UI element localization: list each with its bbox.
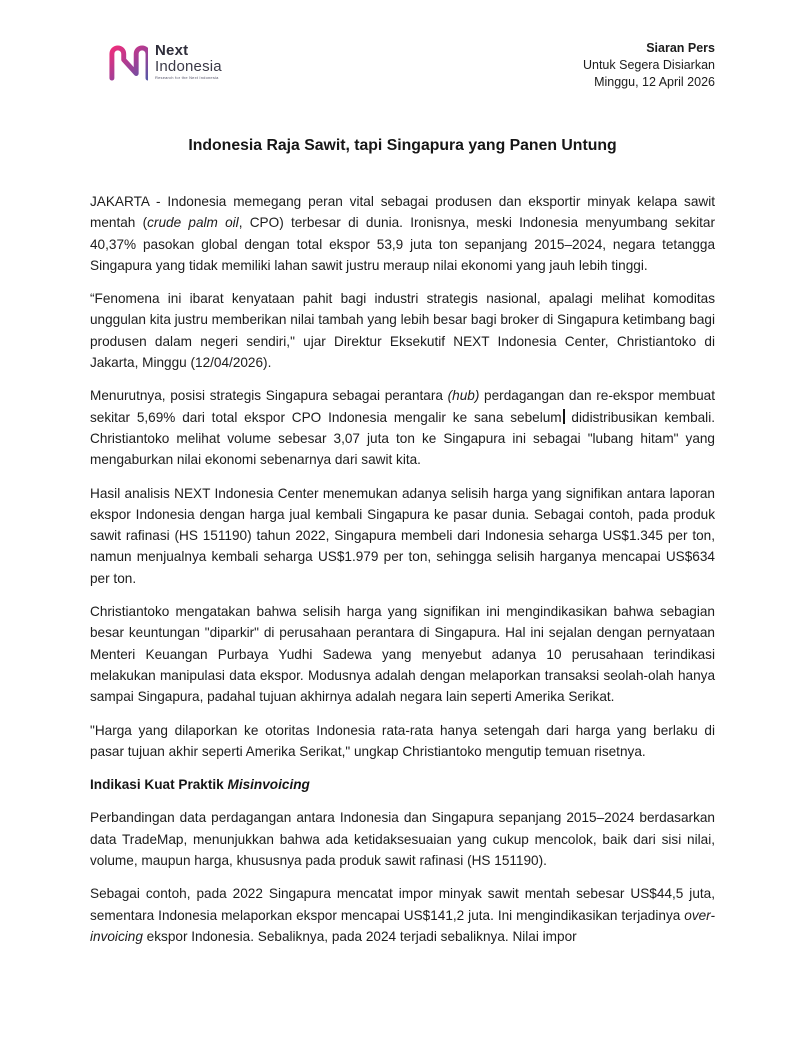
paragraph-3	[90, 385, 715, 470]
page-header	[0, 0, 805, 91]
text-segment: didistribusikan kembali. Christiantoko melihat volume sebesar 3,07 juta ton ke Singapura ini sebagai "lubang hitam" yang mengaburkan nilai ekonomi sebenarnya dari sawit kita.	[90, 409, 716, 468]
text-segment: Misinvoicing	[227, 777, 310, 793]
section-heading	[90, 774, 715, 795]
text-segment: Indikasi Kuat Praktik	[90, 777, 228, 793]
text-segment: “Fenomena ini ibarat kenyataan pahit bagi industri strategis nasional, apalagi melihat komoditas unggulan kita justru memberikan nilai tambah yang lebih besar bagi broker di Singapura ketimbang bagi produsen dalam negeri sendiri," ujar Direktur Eksekutif NEXT Indonesia Center, Christiantoko di Jakarta, Minggu (12/04/2026).	[90, 291, 715, 371]
paragraph-8	[90, 807, 715, 871]
document-body	[90, 191, 715, 947]
paragraph-4	[90, 483, 715, 589]
text-segment: , CPO) terbesar di dunia. Ironisnya, meski Indonesia menyumbang sekitar 40,37% pasokan global dengan total ekspor 53,9 juta ton sepanjang 2015–2024, negara tetangga Singapura yang tidak memiliki lahan sawit justru meraup nilai ekonomi yang jauh lebih tinggi.	[90, 215, 715, 273]
press-release-date: Minggu, 12 April 2026	[594, 75, 715, 89]
paragraph-9	[90, 883, 715, 947]
press-release-note: Untuk Segera Disiarkan	[582, 58, 715, 72]
logo-tagline: Research for the Next Indonesia	[155, 75, 219, 80]
logo-brand-line2: Indonesia	[155, 58, 222, 75]
logo-text	[155, 40, 222, 80]
text-segment: ekspor Indonesia. Sebaliknya, pada 2024 terjadi sebaliknya. Nilai impor	[142, 928, 577, 944]
logo-n-mark-icon	[106, 40, 148, 86]
text-segment: Christiantoko mengatakan bahwa selisih harga yang signifikan ini mengindikasikan bahwa sebagian besar keuntungan "diparkir" di perusahaan perantara di Singapura. Hal ini sejalan dengan pernyataan Menteri Keuangan Purbaya Yudhi Sadewa yang menyebut adanya 10 perusahaan terindikasi melakukan manipulasi data ekspor. Modusnya adalah dengan melaporkan transaksi seolah-olah hanya sampai Singapura, padahal tujuan akhirnya adalah negara lain seperti Amerika Serikat.	[90, 604, 715, 705]
text-segment: over-invoicing	[90, 907, 715, 944]
text-segment: "Harga yang dilaporkan ke otoritas Indonesia rata-rata hanya setengah dari harga yang berlaku di pasar tujuan akhir seperti Amerika Serikat," ungkap Christiantoko mengutip temuan risetnya.	[90, 722, 715, 759]
document-title: Indonesia Raja Sawit, tapi Singapura yang Panen Untung	[188, 137, 617, 154]
text-segment: crude palm oil	[147, 215, 239, 231]
text-segment: Hasil analisis NEXT Indonesia Center menemukan adanya selisih harga yang signifikan antara laporan ekspor Indonesia dengan harga jual kembali Singapura ke pasar dunia. Sebagai contoh, pada produk sawit rafinasi (HS 151190) tahun 2022, Singapura membeli dari Indonesia seharga US$1.345 per ton, namun menjualnya kembali seharga US$1.979 per ton, sehingga selisih harganya mencapai US$634 per ton.	[90, 485, 715, 586]
paragraph-5	[90, 601, 715, 707]
text-segment: Menurutnya, posisi strategis Singapura sebagai perantara	[90, 388, 448, 404]
logo-brand-line1: Next	[155, 42, 189, 59]
press-type-label: Siaran Pers	[646, 41, 715, 55]
paragraph-1	[90, 191, 715, 276]
text-segment: (hub)	[447, 388, 480, 404]
paragraph-6	[90, 720, 715, 763]
text-segment: Perbandingan data perdagangan antara Indonesia dan Singapura sepanjang 2015–2024 berdasarkan data TradeMap, menunjukkan bahwa ada ketidaksesuaian yang cukup mencolok, baik dari sisi nilai, volume, maupun harga, khususnya pada produk sawit rafinasi (HS 151190).	[90, 810, 715, 869]
text-segment: Sebagai contoh, pada 2022 Singapura mencatat impor minyak sawit mentah sebesar US$44,5 juta, sementara Indonesia melaporkan ekspor mencapai US$141,2 juta. Ini mengindikasikan terjadinya	[90, 886, 715, 923]
text-segment: perdagangan dan re-ekspor membuat sekitar 5,69% dari total ekspor CPO Indonesia mengalir ke sana sebelum	[90, 388, 716, 425]
press-release-info	[583, 40, 715, 91]
paragraph-2	[90, 288, 715, 373]
text-segment: JAKARTA - Indonesia memegang peran vital sebagai produsen dan eksportir minyak kelapa sawit mentah (	[90, 194, 715, 231]
next-indonesia-logo	[106, 40, 222, 86]
